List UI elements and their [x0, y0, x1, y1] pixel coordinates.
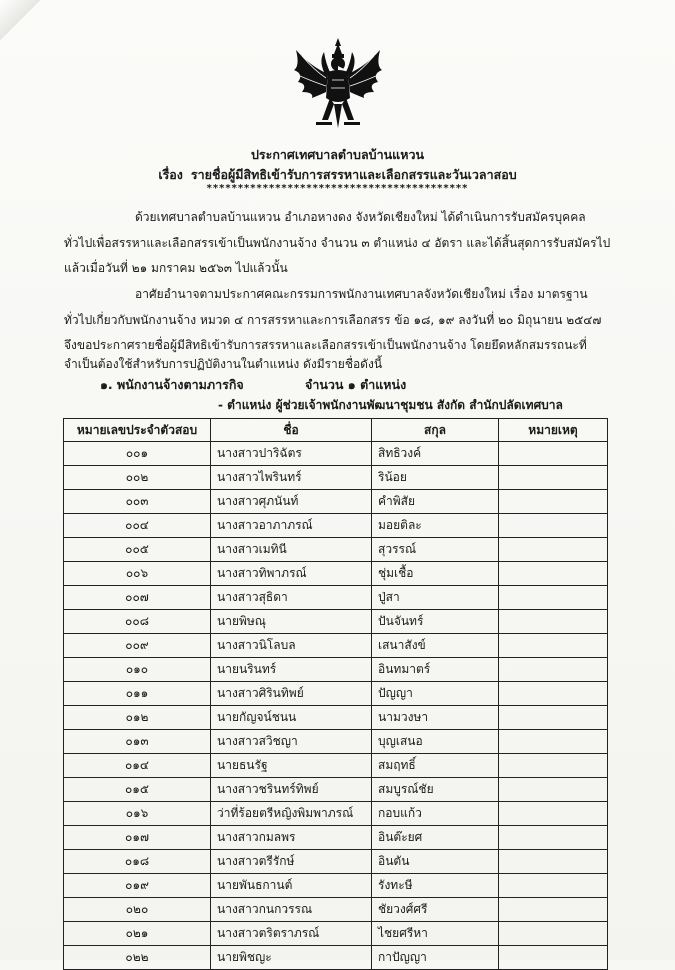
- table-row: [64, 562, 608, 586]
- surname-cell: ปัญญา: [372, 682, 499, 706]
- exam-number-cell: ๐๑๒: [64, 706, 211, 730]
- subject-label: เรื่อง: [158, 167, 183, 182]
- exam-number-cell: ๐๒๒: [64, 946, 211, 970]
- first-name-cell: นางสาวชรินทร์ทิพย์: [211, 778, 372, 802]
- exam-number-cell: ๐๐๓: [64, 490, 211, 514]
- paragraph-1-line-1: ด้วยเทศบาลตำบลบ้านแหวน อำเภอหางดง จังหวัดเชียงใหม่ ได้ดำเนินการรับสมัครบุคคล: [135, 210, 586, 224]
- position-line: - ตำแหน่ง ผู้ช่วยเจ้าพนักงานพัฒนาชุมชน สังกัด สำนักปลัดเทศบาล: [218, 398, 563, 412]
- subject-text: รายชื่อผู้มีสิทธิเข้ารับการสรรหาและเลือกสรรและวันเวลาสอบ: [190, 167, 517, 182]
- first-name-cell: นายธนรัฐ: [211, 754, 372, 778]
- paragraph-1-line-2: ทั่วไปเพื่อสรรหาและเลือกสรรเข้าเป็นพนักงานจ้าง จำนวน ๓ ตำแหน่ง ๔ อัตรา และได้สิ้นสุดการรับสมัครไป: [64, 236, 611, 250]
- table-row: [64, 946, 608, 970]
- surname-cell: เสนาสังข์: [372, 634, 499, 658]
- remark-cell: [499, 514, 608, 538]
- exam-number-cell: ๐๑๙: [64, 874, 211, 898]
- header-exam-number: หมายเลขประจำตัวสอบ: [64, 419, 211, 442]
- paragraph-2-line-3: จึงขอประกาศรายชื่อผู้มีสิทธิเข้ารับการสรรหาและเลือกสรรเข้าเป็นพนักงานจ้าง โดยยึดหลักสมรรถนะที่: [64, 338, 587, 352]
- first-name-cell: นายกัญจน์ชนน: [211, 706, 372, 730]
- surname-cell: บุญเสนอ: [372, 730, 499, 754]
- exam-number-cell: ๐๑๕: [64, 778, 211, 802]
- remark-cell: [499, 850, 608, 874]
- surname-cell: นามวงษา: [372, 706, 499, 730]
- table-row: [64, 514, 608, 538]
- surname-cell: สมฤทธิ์: [372, 754, 499, 778]
- table-header-row: [64, 419, 608, 442]
- table-row: [64, 730, 608, 754]
- exam-number-cell: ๐๑๐: [64, 658, 211, 682]
- first-name-cell: ว่าที่ร้อยตรีหญิงพิมพาภรณ์: [211, 802, 372, 826]
- paragraph-1-line-3: แล้วเมื่อวันที่ ๒๑ มกราคม ๒๕๖๓ ไปแล้วนั้น: [64, 261, 288, 275]
- exam-number-cell: ๐๐๔: [64, 514, 211, 538]
- first-name-cell: นางสาวกนกวรรณ: [211, 898, 372, 922]
- table-row: [64, 610, 608, 634]
- surname-cell: อินต๊ะยศ: [372, 826, 499, 850]
- garuda-emblem: [290, 36, 386, 130]
- exam-number-cell: ๐๐๖: [64, 562, 211, 586]
- first-name-cell: นางสาวตริตราภรณ์: [211, 922, 372, 946]
- first-name-cell: นางสาวตรีรักษ์: [211, 850, 372, 874]
- surname-cell: ริน้อย: [372, 466, 499, 490]
- surname-cell: มอยติละ: [372, 514, 499, 538]
- table-row: [64, 826, 608, 850]
- remark-cell: [499, 922, 608, 946]
- surname-cell: สิทธิวงค์: [372, 442, 499, 466]
- remark-cell: [499, 466, 608, 490]
- table-row: [64, 850, 608, 874]
- remark-cell: [499, 682, 608, 706]
- remark-cell: [499, 634, 608, 658]
- table-row: [64, 466, 608, 490]
- exam-number-cell: ๐๐๘: [64, 610, 211, 634]
- paragraph-2-line-1: อาศัยอำนาจตามประกาศคณะกรรมการพนักงานเทศบาลจังหวัดเชียงใหม่ เรื่อง มาตรฐาน: [135, 287, 588, 301]
- surname-cell: คำพิสัย: [372, 490, 499, 514]
- remark-cell: [499, 490, 608, 514]
- remark-cell: [499, 754, 608, 778]
- first-name-cell: นายพิษณุ: [211, 610, 372, 634]
- remark-cell: [499, 778, 608, 802]
- exam-number-cell: ๐๑๔: [64, 754, 211, 778]
- first-name-cell: นางสาวนิโลบล: [211, 634, 372, 658]
- paragraph-2-line-2: ทั่วไปเกี่ยวกับพนักงานจ้าง หมวด ๔ การสรรหาและการเลือกสรร ข้อ ๑๘, ๑๙ ลงวันที่ ๒๐ มิถุนายน ๒๕๔๗: [64, 313, 602, 327]
- section-count: จำนวน ๑ ตำแหน่ง: [305, 377, 407, 392]
- first-name-cell: นางสาวกมลพร: [211, 826, 372, 850]
- exam-number-cell: ๐๒๐: [64, 898, 211, 922]
- first-name-cell: นางสาวปาริฉัตร: [211, 442, 372, 466]
- surname-cell: ชัยวงศ์ศรี: [372, 898, 499, 922]
- exam-number-cell: ๐๑๘: [64, 850, 211, 874]
- header-remark: หมายเหตุ: [499, 419, 608, 442]
- surname-cell: สุวรรณ์: [372, 538, 499, 562]
- remark-cell: [499, 730, 608, 754]
- announcement-subject: [0, 165, 675, 185]
- remark-cell: [499, 562, 608, 586]
- table-row: [64, 898, 608, 922]
- remark-cell: [499, 658, 608, 682]
- surname-cell: ชุ่มเชื้อ: [372, 562, 499, 586]
- table-row: [64, 754, 608, 778]
- table-row: [64, 586, 608, 610]
- first-name-cell: นางสาวไพรินทร์: [211, 466, 372, 490]
- first-name-cell: นายพิชญะ: [211, 946, 372, 970]
- table-row: [64, 922, 608, 946]
- surname-cell: ไชยศรีหา: [372, 922, 499, 946]
- remark-cell: [499, 874, 608, 898]
- table-row: [64, 874, 608, 898]
- remark-cell: [499, 826, 608, 850]
- table-row: [64, 802, 608, 826]
- exam-number-cell: ๐๑๓: [64, 730, 211, 754]
- exam-number-cell: ๐๐๗: [64, 586, 211, 610]
- surname-cell: รังทะษี: [372, 874, 499, 898]
- page-corner-fold: [0, 0, 40, 40]
- header-first-name: ชื่อ: [211, 419, 372, 442]
- first-name-cell: นายพันธกานต์: [211, 874, 372, 898]
- remark-cell: [499, 802, 608, 826]
- surname-cell: อินทมาตร์: [372, 658, 499, 682]
- table-row: [64, 706, 608, 730]
- section-heading: [100, 375, 407, 395]
- title-separator: ******************************************: [206, 183, 469, 194]
- exam-number-cell: ๐๑๖: [64, 802, 211, 826]
- remark-cell: [499, 538, 608, 562]
- table-row: [64, 658, 608, 682]
- exam-number-cell: ๐๑๑: [64, 682, 211, 706]
- table-row: [64, 634, 608, 658]
- remark-cell: [499, 706, 608, 730]
- first-name-cell: นางสาวศุภนันท์: [211, 490, 372, 514]
- exam-number-cell: ๐๐๕: [64, 538, 211, 562]
- first-name-cell: นางสาวเมทินี: [211, 538, 372, 562]
- exam-number-cell: ๐๐๙: [64, 634, 211, 658]
- exam-number-cell: ๐๐๒: [64, 466, 211, 490]
- first-name-cell: นายนรินทร์: [211, 658, 372, 682]
- surname-cell: สมบูรณ์ชัย: [372, 778, 499, 802]
- first-name-cell: นางสาวทิพาภรณ์: [211, 562, 372, 586]
- exam-number-cell: ๐๐๑: [64, 442, 211, 466]
- exam-number-cell: ๐๑๗: [64, 826, 211, 850]
- table-body: [64, 442, 608, 970]
- remark-cell: [499, 610, 608, 634]
- exam-number-cell: ๐๒๑: [64, 922, 211, 946]
- surname-cell: ปันจันทร์: [372, 610, 499, 634]
- surname-cell: กาปัญญา: [372, 946, 499, 970]
- surname-cell: อินตัน: [372, 850, 499, 874]
- table-row: [64, 490, 608, 514]
- first-name-cell: นางสาวอาภาภรณ์: [211, 514, 372, 538]
- header-surname: สกุล: [372, 419, 499, 442]
- paragraph-2-line-4: จำเป็นต้องใช้สำหรับการปฏิบัติงานในตำแหน่ง ดังมีรายชื่อดังนี้: [64, 357, 383, 371]
- remark-cell: [499, 442, 608, 466]
- first-name-cell: นางสาวสุธิดา: [211, 586, 372, 610]
- section-title: ๑. พนักงานจ้างตามภารกิจ: [100, 377, 244, 392]
- remark-cell: [499, 586, 608, 610]
- first-name-cell: นางสาวสวิชญา: [211, 730, 372, 754]
- candidate-table: [63, 418, 608, 970]
- table-row: [64, 682, 608, 706]
- surname-cell: ปู่สา: [372, 586, 499, 610]
- table-row: [64, 778, 608, 802]
- first-name-cell: นางสาวศิรินทิพย์: [211, 682, 372, 706]
- table-row: [64, 538, 608, 562]
- surname-cell: กอบแก้ว: [372, 802, 499, 826]
- remark-cell: [499, 946, 608, 970]
- announcement-title: ประกาศเทศบาลตำบลบ้านแหวน: [250, 147, 425, 162]
- table-row: [64, 442, 608, 466]
- remark-cell: [499, 898, 608, 922]
